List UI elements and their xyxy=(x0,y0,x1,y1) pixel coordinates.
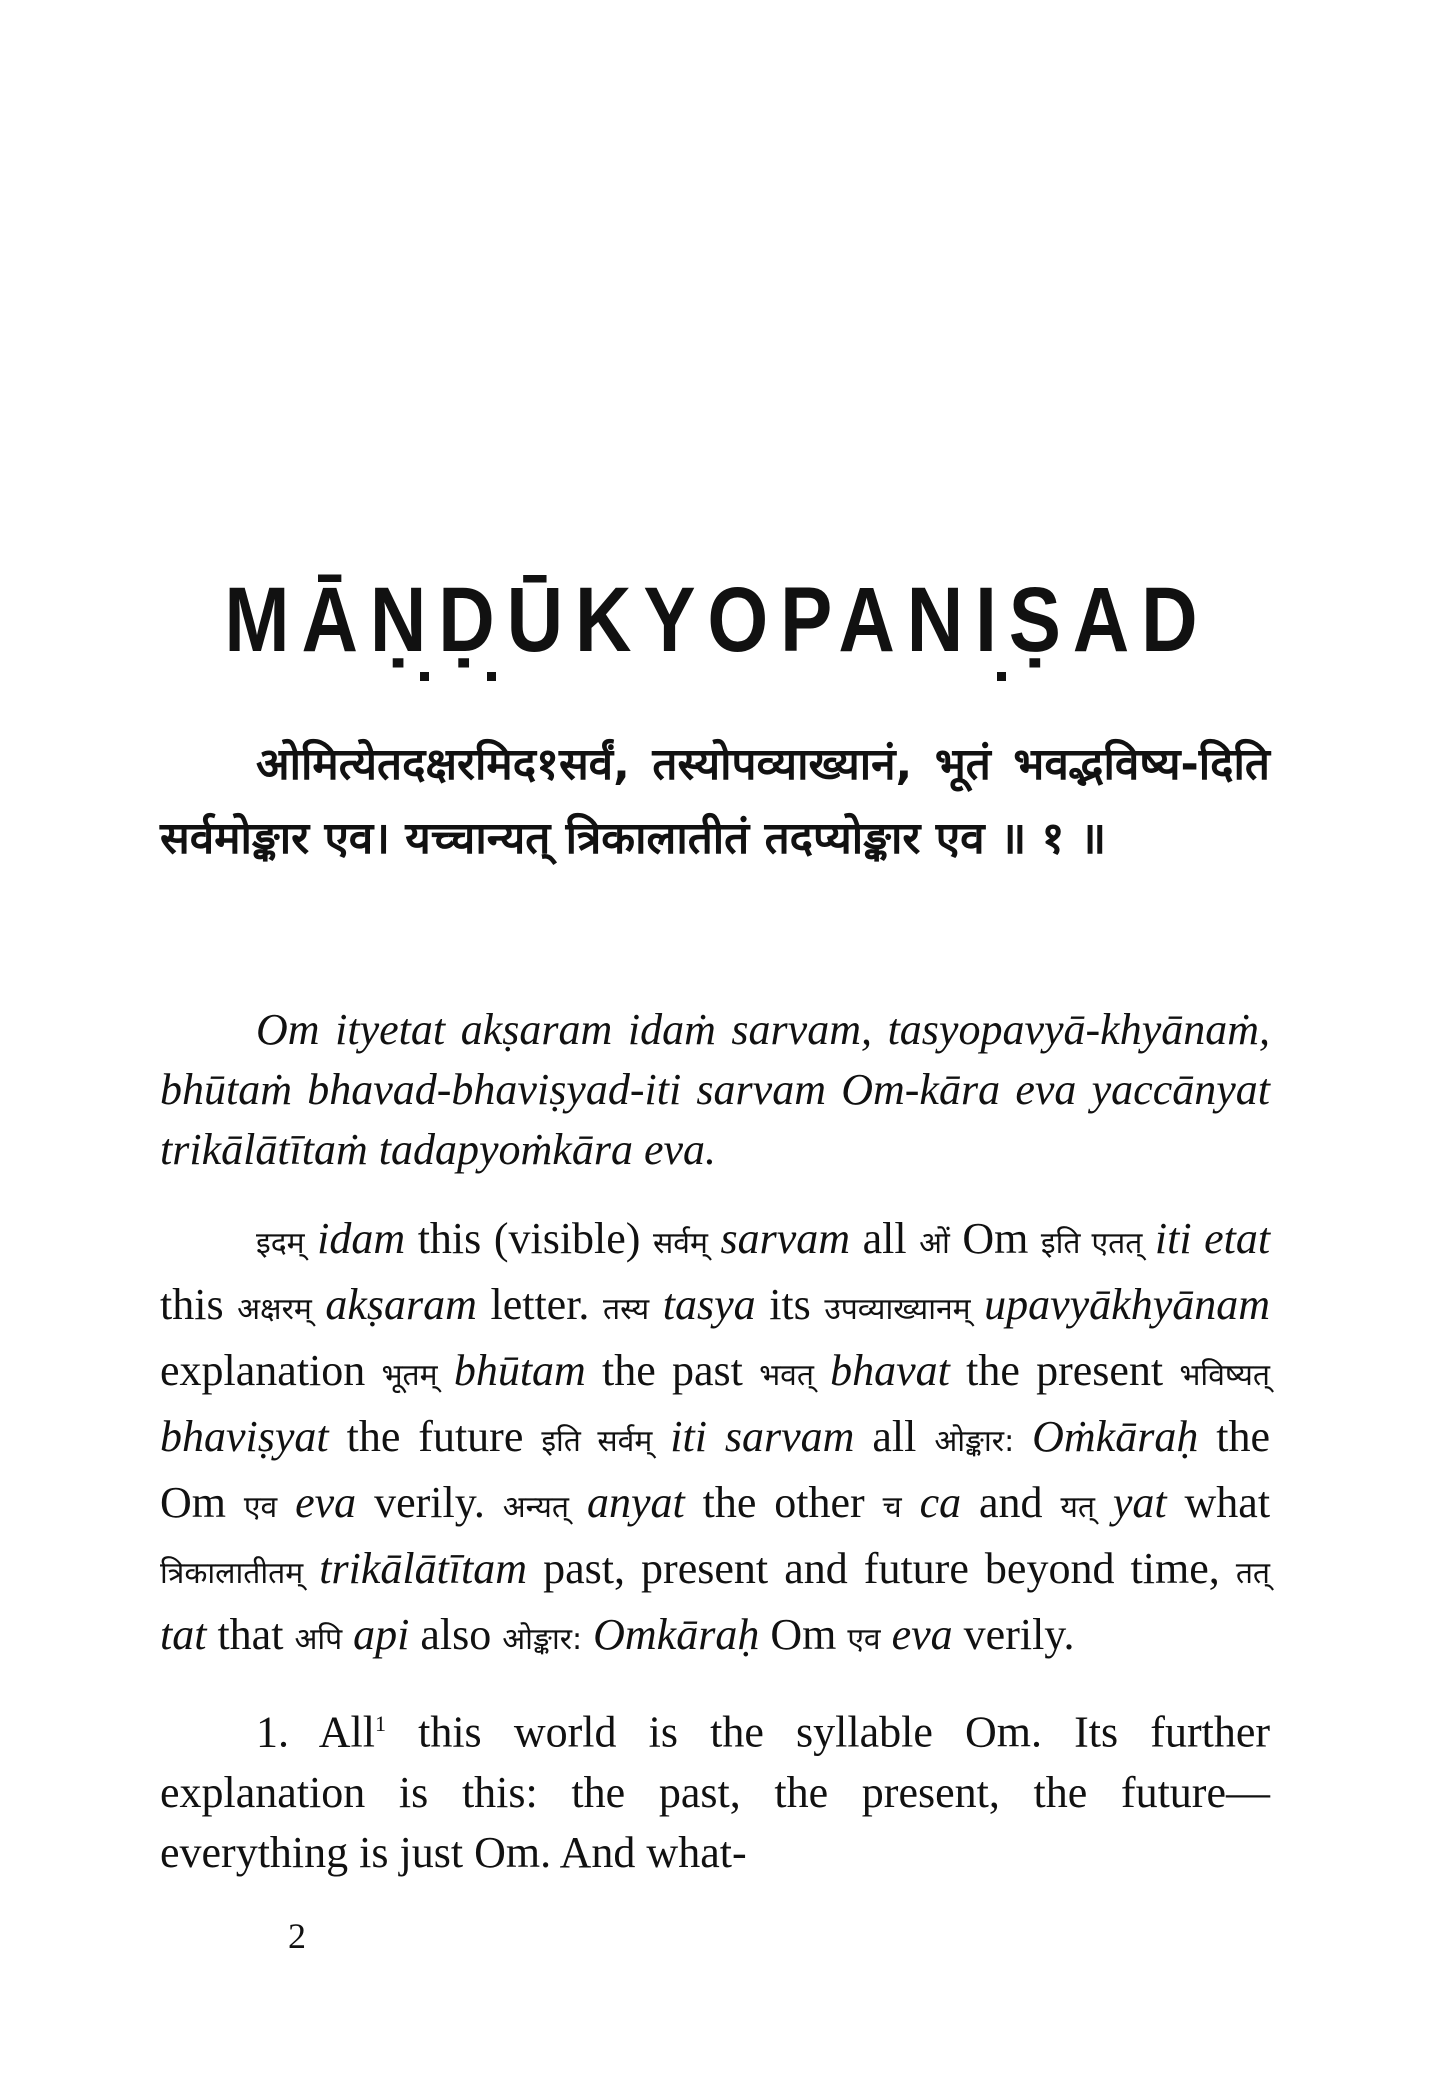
gloss-transliteration: akṣaram xyxy=(325,1280,477,1329)
gloss-devanagari: भवत् xyxy=(759,1358,814,1393)
gloss-meaning: past, present and future beyond time, xyxy=(543,1544,1220,1593)
gloss-devanagari: एव xyxy=(243,1490,278,1525)
transliteration: Om ityetat akṣaram idaṁ sarvam, tasyopavyā-khyānaṁ, bhūtaṁ bhavad-bhaviṣyad-iti sarvam Om-kāra eva yaccānyat trikālātītaṁ tadapyoṁkāra eva. xyxy=(160,1005,1270,1174)
gloss-meaning: the past xyxy=(602,1346,743,1395)
gloss-entry xyxy=(237,1280,589,1329)
gloss-entry xyxy=(160,1544,1220,1593)
gloss-meaning: the future xyxy=(346,1412,524,1461)
gloss-devanagari: एव xyxy=(847,1622,881,1657)
translation-paragraph xyxy=(160,1694,1270,1883)
gloss-entry xyxy=(653,1214,907,1263)
gloss-entry xyxy=(244,1478,485,1527)
gloss-transliteration: iti etat xyxy=(1154,1214,1271,1263)
gloss-transliteration: anyat xyxy=(586,1478,685,1527)
gloss-devanagari: यत् xyxy=(1060,1490,1095,1525)
gloss-entry xyxy=(502,1610,836,1659)
gloss-entry xyxy=(1060,1478,1270,1527)
word-by-word-gloss xyxy=(160,1208,1270,1670)
gloss-meaning: Om xyxy=(962,1214,1029,1263)
gloss-devanagari: ओं xyxy=(919,1226,950,1261)
gloss-transliteration: ca xyxy=(919,1478,962,1527)
gloss-meaning: the Om xyxy=(160,1412,1271,1527)
gloss-devanagari: भूतम् xyxy=(381,1358,438,1393)
gloss-devanagari: च xyxy=(882,1490,902,1525)
translation-text: this world is the syllable Om. Its further explanation is this: the past, the present, the future—everything is just Om. And what- xyxy=(160,1707,1270,1877)
gloss-transliteration: yat xyxy=(1112,1478,1167,1527)
gloss-entry xyxy=(541,1412,916,1461)
gloss-devanagari: ओङ्कार: xyxy=(502,1622,583,1657)
gloss-meaning: verily. xyxy=(963,1610,1075,1659)
gloss-entry xyxy=(603,1280,811,1329)
gloss-devanagari: इदम् xyxy=(256,1226,305,1261)
gloss-meaning: that xyxy=(217,1610,284,1659)
gloss-meaning: the present xyxy=(966,1346,1164,1395)
gloss-entry xyxy=(256,1214,640,1263)
gloss-meaning: explanation xyxy=(160,1346,366,1395)
gloss-meaning: verily. xyxy=(374,1478,485,1527)
underdot xyxy=(420,672,429,681)
gloss-meaning: what xyxy=(1184,1478,1271,1527)
gloss-devanagari: अक्षरम् xyxy=(237,1292,312,1327)
gloss-meaning: this (visible) xyxy=(417,1214,641,1263)
gloss-devanagari: भविष्यत् xyxy=(1179,1358,1271,1393)
gloss-meaning: and xyxy=(979,1478,1043,1527)
verse-number: 1. xyxy=(256,1707,289,1757)
gloss-meaning: Om xyxy=(770,1610,837,1659)
gloss-meaning: its xyxy=(769,1280,811,1329)
gloss-transliteration: eva xyxy=(891,1610,953,1659)
gloss-transliteration: bhūtam xyxy=(453,1346,586,1395)
underdot xyxy=(997,672,1006,681)
gloss-transliteration: trikālātītam xyxy=(319,1544,528,1593)
gloss-devanagari: तस्य xyxy=(603,1292,650,1327)
gloss-meaning: all xyxy=(872,1412,917,1461)
gloss-transliteration: bhaviṣyat xyxy=(160,1412,329,1461)
underdot xyxy=(487,672,496,681)
translation-first-word: All xyxy=(318,1707,375,1757)
gloss-entry xyxy=(759,1346,1163,1395)
gloss-entry xyxy=(847,1610,1074,1659)
gloss-meaning: also xyxy=(420,1610,492,1659)
gloss-devanagari: इति एतत् xyxy=(1040,1226,1143,1261)
gloss-devanagari: अन्यत् xyxy=(502,1490,570,1525)
gloss-transliteration: Omkāraḥ xyxy=(593,1610,760,1659)
gloss-meaning: this xyxy=(160,1280,224,1329)
gloss-transliteration: idam xyxy=(317,1214,406,1263)
page-title: MĀṆḌŪKYOPANIṢAD xyxy=(224,569,1210,671)
footnote-marker: 1 xyxy=(374,1711,386,1736)
gloss-devanagari: ओङ्कार: xyxy=(934,1424,1015,1459)
gloss-entry xyxy=(381,1346,742,1395)
gloss-transliteration: api xyxy=(353,1610,410,1659)
gloss-transliteration: bhavat xyxy=(830,1346,950,1395)
gloss-transliteration: Oṁkāraḥ xyxy=(1032,1412,1199,1461)
gloss-transliteration: iti sarvam xyxy=(670,1412,855,1461)
gloss-transliteration: eva xyxy=(295,1478,357,1527)
gloss-meaning: all xyxy=(862,1214,907,1263)
gloss-entry xyxy=(294,1610,491,1659)
gloss-meaning: the other xyxy=(702,1478,865,1527)
sanskrit-verse: ओमित्येतदक्षरमिद१सर्वं, तस्योपव्याख्यानं, भूतं भवद्भविष्य-दिति सर्वमोङ्कार एव। यच्चान्यत् त्रिकालातीतं तदप्योङ्कार एव ॥ १ ॥ xyxy=(160,739,1270,864)
gloss-devanagari: तत् xyxy=(1235,1556,1271,1591)
gloss-transliteration: sarvam xyxy=(720,1214,851,1263)
gloss-meaning: letter. xyxy=(490,1280,590,1329)
gloss-entry xyxy=(883,1478,1043,1527)
gloss-devanagari: इति सर्वम् xyxy=(541,1424,653,1459)
gloss-devanagari: उपव्याख्यानम् xyxy=(824,1292,971,1327)
gloss-transliteration: tat xyxy=(160,1610,207,1659)
page-number: 2 xyxy=(288,1916,306,1956)
gloss-devanagari: अपि xyxy=(294,1622,343,1657)
gloss-entry xyxy=(503,1478,865,1527)
gloss-transliteration: tasya xyxy=(662,1280,756,1329)
gloss-transliteration: upavyākhyānam xyxy=(984,1280,1271,1329)
gloss-devanagari: त्रिकालातीतम् xyxy=(160,1556,304,1591)
gloss-devanagari: सर्वम् xyxy=(653,1226,708,1261)
gloss-entry xyxy=(919,1214,1028,1263)
